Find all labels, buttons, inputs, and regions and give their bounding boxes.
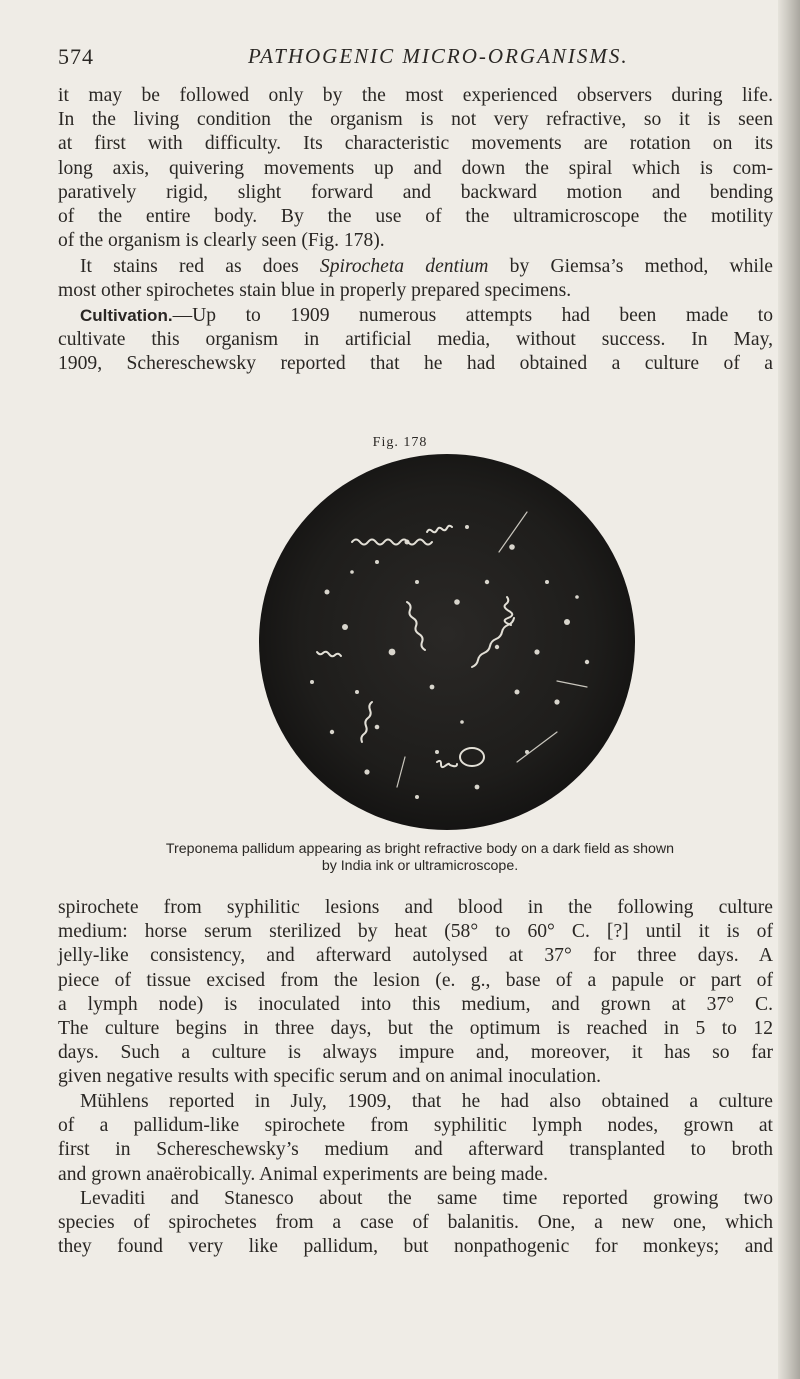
text-line: 1909, Schereschewsky reported that he had obtained a culture of a [58, 353, 773, 375]
text-line: species of spirochetes from a case of balanitis. One, a new one, which [58, 1212, 773, 1234]
text-line: of the organism is clearly seen (Fig. 178). [58, 230, 385, 252]
dark-field-disc [259, 454, 635, 830]
caption-line: Treponema pallidum appearing as bright refractive body on a dark field as shown [165, 841, 675, 857]
paragraph-muhlens [58, 1090, 773, 1187]
text-line: piece of tissue excised from the lesion (e. g., base of a papule or part of [58, 969, 773, 991]
page-number: 574 [58, 44, 94, 69]
text-line: The culture begins in three days, but the optimum is reached in 5 to 12 [58, 1018, 773, 1040]
text-line: cultivate this organism in artificial media, without success. In May, [58, 329, 773, 351]
text-line [58, 255, 773, 279]
paragraph-levaditi [58, 1187, 773, 1260]
paragraph-motility [58, 84, 773, 253]
text-run: It stains red as does [80, 256, 320, 277]
text-line: a lymph node) is inoculated into this medium, and grown at 37° C. [58, 993, 773, 1015]
page-edge [778, 0, 800, 1379]
figure-label: Fig. 178 [372, 435, 428, 450]
species-name: Spirocheta dentium [319, 256, 489, 277]
text-line: given negative results with specific serum and on animal inoculation. [58, 1066, 602, 1088]
text-line: paratively rigid, slight forward and backward motion and bending [58, 181, 773, 203]
text-line: jelly-like consistency, and afterward autolysed at 37° for three days. A [58, 945, 773, 967]
paragraph-cultivation [58, 304, 773, 377]
text-line: Mühlens reported in July, 1909, that he had also obtained a culture [80, 1091, 773, 1112]
caption-line: by India ink or ultramicroscope. [321, 857, 519, 874]
text-line: they found very like pallidum, but nonpathogenic for monkeys; and [58, 1236, 773, 1258]
text-line: at first with difficulty. Its characteristic movements are rotation on its [58, 133, 773, 155]
text-run: by Giemsa’s method, while [488, 256, 774, 277]
section-run-in-heading: Cultivation. [80, 306, 173, 325]
darkfield-micrograph [257, 452, 637, 832]
text-line: of the entire body. By the use of the ultramicroscope the motility [58, 206, 773, 228]
paragraph-culture-medium [58, 896, 773, 1090]
page-header [58, 44, 758, 74]
text-line: medium: horse serum sterilized by heat (58° to 60° C. [?] until it is of [58, 921, 773, 943]
text-line: In the living condition the organism is not very refractive, so it is seen [58, 109, 773, 131]
text-line: of a pallidum-like spirochete from syphilitic lymph nodes, grown at [58, 1115, 773, 1137]
figure-caption [60, 841, 780, 874]
running-head: PATHOGENIC MICRO-ORGANISMS. [248, 44, 629, 68]
text-line: long axis, quivering movements up and down the spiral which is com- [58, 157, 773, 179]
text-line: spirochete from syphilitic lesions and blood in the following culture [58, 897, 773, 918]
paragraph-staining [58, 255, 773, 303]
text-line: first in Schereschewsky’s medium and afterward transplanted to broth [58, 1139, 773, 1161]
text-line [58, 304, 773, 328]
text-line: it may be followed only by the most experienced observers during life. [58, 85, 773, 106]
text-line: Levaditi and Stanesco about the same time reported growing two [80, 1188, 773, 1209]
text-run: —Up to 1909 numerous attempts had been made to [172, 305, 773, 326]
text-line: most other spirochetes stain blue in properly prepared specimens. [58, 280, 572, 302]
text-line: and grown anaërobically. Animal experiments are being made. [58, 1163, 549, 1185]
text-line: days. Such a culture is always impure and, moreover, it has so far [58, 1042, 773, 1064]
